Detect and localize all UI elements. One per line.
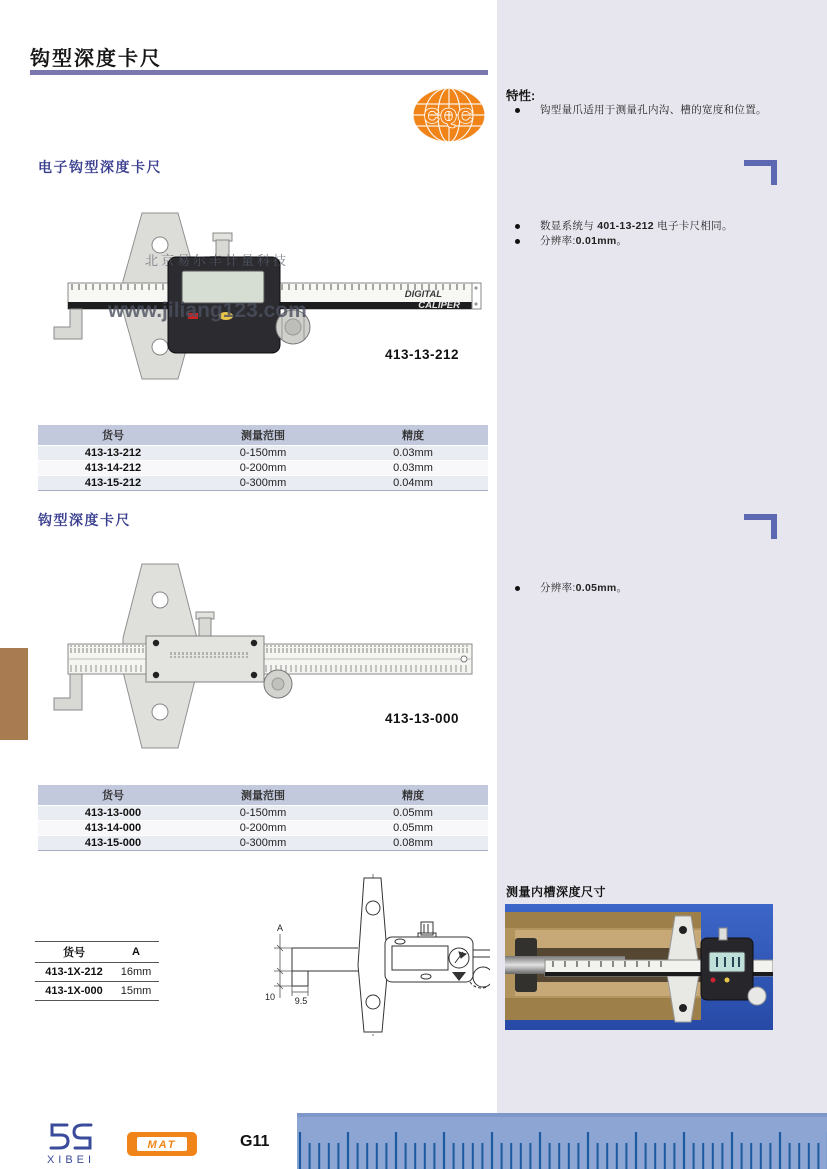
feature-text: 分辨率:0.01mm。: [540, 235, 628, 247]
cell: 0.03mm: [338, 446, 488, 461]
col-header: A: [113, 942, 159, 963]
cell: 0-300mm: [188, 836, 338, 851]
page-edge-tab: [0, 648, 28, 740]
dim-label-10: 10: [264, 992, 276, 1002]
cell: 413-15-212: [38, 476, 188, 491]
col-header: 精度: [338, 425, 488, 446]
dimension-table: [35, 941, 159, 1001]
product1-model-number: 413-13-212: [385, 347, 460, 362]
cqc-logo-text: CQC: [424, 105, 474, 128]
corner-bracket-icon: [744, 160, 777, 185]
title-rule: [30, 70, 488, 75]
cell: 0-150mm: [188, 446, 338, 461]
table-row: [38, 836, 488, 851]
right-sidebar: [497, 0, 827, 1113]
xibei-logo-icon: [38, 1120, 104, 1166]
corner-bracket-icon: [744, 514, 777, 539]
page-number: G11: [240, 1133, 270, 1150]
table-header-row: [38, 785, 488, 806]
feature-text: 分辨率:0.05mm。: [540, 582, 628, 594]
cell: 413-14-000: [38, 821, 188, 836]
section1-spec-table: [38, 425, 488, 491]
beam-brand-text: CALIPER: [418, 300, 460, 311]
bullet-icon: [515, 239, 520, 244]
cell: 0-200mm: [188, 821, 338, 836]
cell: 413-14-212: [38, 461, 188, 476]
feature-item-resolution-2: [497, 582, 817, 595]
cell: 0-300mm: [188, 476, 338, 491]
ruler-strip: [297, 1113, 827, 1169]
col-header: 测量范围: [188, 425, 338, 446]
dim-label-a: A: [276, 923, 284, 933]
cell: 413-1X-212: [35, 963, 113, 982]
hook-jaw: [54, 309, 82, 339]
col-header: 精度: [338, 785, 488, 806]
technical-drawing: [240, 870, 490, 1040]
col-header: 货号: [38, 785, 188, 806]
col-header: 货号: [38, 425, 188, 446]
xibei-logo-text: XIBEI: [46, 1154, 96, 1166]
watermark-text: www.jiliang123.com: [108, 299, 307, 322]
cell: 0.05mm: [338, 806, 488, 821]
cell: 0.05mm: [338, 821, 488, 836]
feature-item-display: [497, 220, 817, 233]
mat-badge-text: MAT: [147, 1139, 177, 1151]
product-image-digital-caliper: [50, 207, 490, 392]
cell: 413-15-000: [38, 836, 188, 851]
cell: 413-13-000: [38, 806, 188, 821]
bullet-icon: [515, 586, 520, 591]
cell: 413-13-212: [38, 446, 188, 461]
lock-screw: [199, 618, 211, 638]
application-photo: [505, 904, 773, 1030]
beam-brand-text: DIGITAL: [404, 289, 442, 300]
table-row: [38, 461, 488, 476]
dim-label-95: 9.5: [294, 996, 308, 1006]
product2-model-number: 413-13-000: [385, 711, 460, 726]
table-row: [38, 446, 488, 461]
section2-heading: 钩型深度卡尺: [38, 512, 131, 528]
feature-text: 钩型量爪适用于测量孔内沟、槽的宽度和位置。: [540, 104, 767, 116]
cell: 0.04mm: [338, 476, 488, 491]
cqc-logo-icon: [411, 86, 487, 144]
table-header-row: [38, 425, 488, 446]
bullet-icon: [515, 108, 520, 113]
lock-screw: [719, 928, 727, 940]
feature-item-hook: [497, 104, 817, 117]
col-header: 货号: [35, 942, 113, 963]
section1-heading: 电子钩型深度卡尺: [38, 159, 162, 175]
table-row: [35, 982, 159, 1001]
col-header: 测量范围: [188, 785, 338, 806]
cell: 0-200mm: [188, 461, 338, 476]
feature-item-resolution-1: [497, 235, 817, 248]
hook-jaw: [54, 674, 82, 710]
cell: 0-150mm: [188, 806, 338, 821]
cell: 413-1X-000: [35, 982, 113, 1001]
application-photo-caption: 测量内槽深度尺寸: [506, 885, 607, 899]
features-heading: 特性:: [506, 89, 536, 103]
table-row: [35, 963, 159, 982]
feature-text: 数显系统与 401-13-212 电子卡尺相同。: [540, 220, 733, 232]
section2-spec-table: [38, 785, 488, 851]
table-row: [38, 806, 488, 821]
table-header-row: [35, 942, 159, 963]
cell: 0.03mm: [338, 461, 488, 476]
page-title: 钩型深度卡尺: [30, 48, 162, 70]
thumb-roller: [748, 987, 766, 1005]
cell: 0.08mm: [338, 836, 488, 851]
table-row: [38, 821, 488, 836]
mat-badge-icon: [126, 1131, 198, 1157]
cell: 15mm: [113, 982, 159, 1001]
watermark-text: 北京易尔丰计量科技: [145, 254, 290, 269]
cell: 16mm: [113, 963, 159, 982]
table-row: [38, 476, 488, 491]
bullet-icon: [515, 224, 520, 229]
product-image-vernier-caliper: [50, 560, 490, 760]
vernier-slider: [146, 636, 264, 682]
